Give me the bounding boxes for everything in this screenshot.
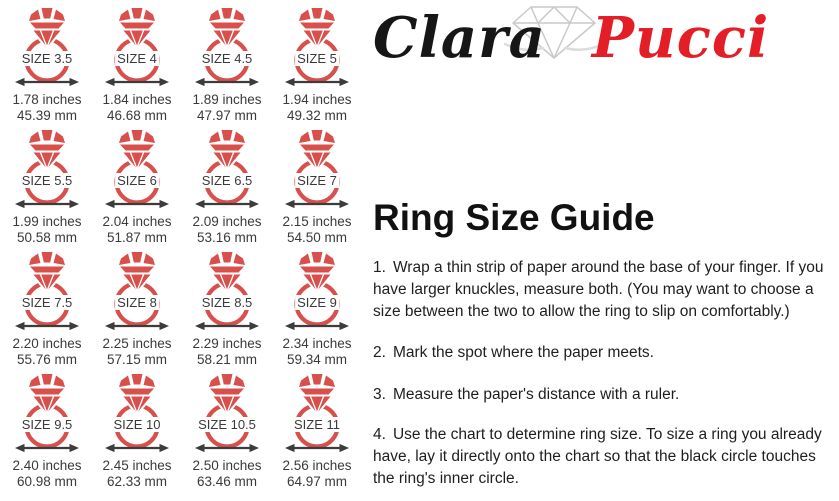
- diamond-icon: [299, 130, 335, 169]
- ring-size-cell: [183, 128, 271, 250]
- ring-size-cell: [273, 250, 361, 372]
- diameter-mm: 57.15 mm: [106, 351, 168, 367]
- diamond-icon: [119, 374, 155, 413]
- ring-with-diamond-icon: [273, 372, 361, 454]
- ring-with-diamond-icon: [93, 250, 181, 332]
- diamond-icon: [209, 374, 245, 413]
- ring-measurements: [273, 214, 361, 245]
- brand-name-second: Pucci: [591, 5, 770, 71]
- ring-with-diamond-icon: [183, 372, 271, 454]
- ring-size-label: SIZE 11: [293, 417, 341, 432]
- ring-diagram: [183, 128, 271, 210]
- ring-size-label: SIZE 6: [117, 173, 157, 188]
- diamond-icon: [299, 8, 335, 47]
- diamond-icon: [119, 252, 155, 291]
- ring-diagram: [3, 6, 91, 88]
- diameter-inches: 2.34 inches: [282, 336, 352, 351]
- ring-with-diamond-icon: [93, 6, 181, 88]
- diameter-inches: 2.15 inches: [282, 214, 352, 229]
- ring-diagram: [273, 6, 361, 88]
- ring-measurements: [3, 214, 91, 245]
- ring-diagram: [183, 6, 271, 88]
- diameter-mm: 63.46 mm: [196, 473, 258, 489]
- ring-measurements: [183, 92, 271, 123]
- diameter-mm: 54.50 mm: [286, 229, 348, 245]
- ring-size-label: SIZE 10: [113, 417, 161, 432]
- ring-size-cell: [183, 6, 271, 128]
- brand-name: [373, 5, 770, 71]
- ring-size-cell: [183, 372, 271, 494]
- ring-size-label: SIZE 4.5: [201, 51, 253, 66]
- diameter-inches: 2.45 inches: [102, 458, 172, 473]
- diameter-inches: 2.20 inches: [12, 336, 82, 351]
- ring-measurements: [3, 336, 91, 367]
- diameter-mm: 58.21 mm: [196, 351, 258, 367]
- diamond-icon: [209, 8, 245, 47]
- diameter-inches: 2.04 inches: [102, 214, 172, 229]
- diameter-mm: 53.16 mm: [196, 229, 258, 245]
- ring-measurements: [93, 336, 181, 367]
- diamond-icon: [209, 252, 245, 291]
- ring-size-cell: [3, 6, 91, 128]
- guide-panel: [373, 0, 829, 490]
- ring-measurements: [273, 336, 361, 367]
- ring-with-diamond-icon: [183, 128, 271, 210]
- diameter-inches: 1.94 inches: [282, 92, 352, 107]
- ring-with-diamond-icon: [183, 250, 271, 332]
- ring-measurements: [3, 92, 91, 123]
- ring-size-label: SIZE 9.5: [21, 417, 73, 432]
- ring-diagram: [3, 250, 91, 332]
- diamond-icon: [29, 252, 65, 291]
- diameter-inches: 2.40 inches: [12, 458, 82, 473]
- diamond-icon: [119, 130, 155, 169]
- diamond-icon: [29, 374, 65, 413]
- ring-with-diamond-icon: [93, 128, 181, 210]
- instruction-step-4: [373, 424, 829, 490]
- ring-with-diamond-icon: [3, 250, 91, 332]
- ring-size-label: SIZE 4: [117, 51, 157, 66]
- ring-diagram: [93, 372, 181, 454]
- diameter-mm: 49.32 mm: [286, 107, 348, 123]
- diameter-inches: 1.99 inches: [12, 214, 82, 229]
- ring-measurements: [93, 92, 181, 123]
- diameter-inches: 2.25 inches: [102, 336, 172, 351]
- ring-measurements: [93, 214, 181, 245]
- brand-logo: [373, 0, 829, 100]
- ring-size-label: SIZE 8.5: [201, 295, 253, 310]
- ring-measurements: [183, 214, 271, 245]
- ring-with-diamond-icon: [183, 6, 271, 88]
- ring-size-cell: [3, 128, 91, 250]
- diameter-inches: 2.09 inches: [192, 214, 262, 229]
- diamond-icon: [119, 8, 155, 47]
- diameter-mm: 64.97 mm: [286, 473, 348, 489]
- diameter-inches: 1.84 inches: [102, 92, 172, 107]
- ring-size-cell: [273, 6, 361, 128]
- instruction-step-1: [373, 257, 829, 323]
- diameter-inches: 1.89 inches: [192, 92, 262, 107]
- diamond-icon: [29, 8, 65, 47]
- ring-size-label: SIZE 7: [297, 173, 337, 188]
- diameter-mm: 46.68 mm: [106, 107, 168, 123]
- ring-with-diamond-icon: [273, 6, 361, 88]
- step-number: 2.: [373, 344, 386, 361]
- diameter-mm: 50.58 mm: [16, 229, 78, 245]
- ring-size-cell: [3, 372, 91, 494]
- ring-diagram: [273, 250, 361, 332]
- ring-size-cell: [273, 128, 361, 250]
- ring-size-label: SIZE 5.5: [21, 173, 73, 188]
- ring-diagram: [183, 250, 271, 332]
- ring-diagram: [273, 128, 361, 210]
- diameter-mm: 47.97 mm: [196, 107, 258, 123]
- step-text: Measure the paper's distance with a ruler.: [392, 386, 680, 403]
- ring-size-label: SIZE 6.5: [201, 173, 253, 188]
- step-text: Use the chart to determine ring size. To size a ring you already have, lay it directly onto the chart so that the black circle touches the ring's inner circle.: [373, 426, 822, 487]
- ring-size-cell: [273, 372, 361, 494]
- ring-size-label: SIZE 3.5: [21, 51, 73, 66]
- ring-diagram: [93, 250, 181, 332]
- instruction-step-3: [373, 384, 829, 406]
- diameter-mm: 60.98 mm: [16, 473, 78, 489]
- diameter-mm: 59.34 mm: [286, 351, 348, 367]
- step-number: 4.: [373, 426, 386, 443]
- ring-with-diamond-icon: [3, 372, 91, 454]
- ring-diagram: [183, 372, 271, 454]
- instruction-step-2: [373, 342, 829, 364]
- ring-measurements: [273, 92, 361, 123]
- diamond-icon: [209, 130, 245, 169]
- ring-size-label: SIZE 5: [297, 51, 337, 66]
- step-text: Wrap a thin strip of paper around the base of your finger. If you have larger knuckles, measure both. (You may want to choose a size between the two to allow the ring to slip on comfortably.): [373, 259, 824, 320]
- ring-measurements: [183, 458, 271, 489]
- step-text: Mark the spot where the paper meets.: [392, 344, 654, 361]
- ring-with-diamond-icon: [273, 128, 361, 210]
- ring-size-cell: [93, 6, 181, 128]
- ring-size-label: SIZE 9: [297, 295, 337, 310]
- page-title: Ring Size Guide: [373, 197, 655, 238]
- ring-measurements: [3, 458, 91, 489]
- ring-measurements: [273, 458, 361, 489]
- ring-measurements: [93, 458, 181, 489]
- ring-diagram: [93, 6, 181, 88]
- diameter-inches: 2.56 inches: [282, 458, 352, 473]
- diameter-inches: 2.50 inches: [192, 458, 262, 473]
- brand-name-first: Clara: [373, 5, 546, 71]
- ring-size-label: SIZE 8: [117, 295, 157, 310]
- ring-diagram: [93, 128, 181, 210]
- diameter-mm: 45.39 mm: [16, 107, 78, 123]
- ring-size-cell: [3, 250, 91, 372]
- ring-with-diamond-icon: [93, 372, 181, 454]
- ring-size-cell: [93, 250, 181, 372]
- diameter-mm: 62.33 mm: [106, 473, 168, 489]
- diameter-inches: 1.78 inches: [12, 92, 82, 107]
- ring-size-label: SIZE 10.5: [198, 417, 256, 432]
- ring-size-label: SIZE 7.5: [21, 295, 73, 310]
- ring-measurements: [183, 336, 271, 367]
- step-number: 3.: [373, 386, 386, 403]
- diameter-mm: 55.76 mm: [16, 351, 78, 367]
- diameter-inches: 2.29 inches: [192, 336, 262, 351]
- ring-with-diamond-icon: [3, 6, 91, 88]
- ring-diagram: [3, 128, 91, 210]
- diamond-icon: [29, 130, 65, 169]
- diamond-icon: [299, 374, 335, 413]
- ring-with-diamond-icon: [3, 128, 91, 210]
- ring-size-cell: [183, 250, 271, 372]
- ring-diagram: [273, 372, 361, 454]
- step-number: 1.: [373, 259, 386, 276]
- ring-size-grid: [2, 6, 364, 494]
- diamond-icon: [299, 252, 335, 291]
- ring-size-cell: [93, 372, 181, 494]
- ring-with-diamond-icon: [273, 250, 361, 332]
- ring-diagram: [3, 372, 91, 454]
- ring-size-cell: [93, 128, 181, 250]
- diameter-mm: 51.87 mm: [106, 229, 168, 245]
